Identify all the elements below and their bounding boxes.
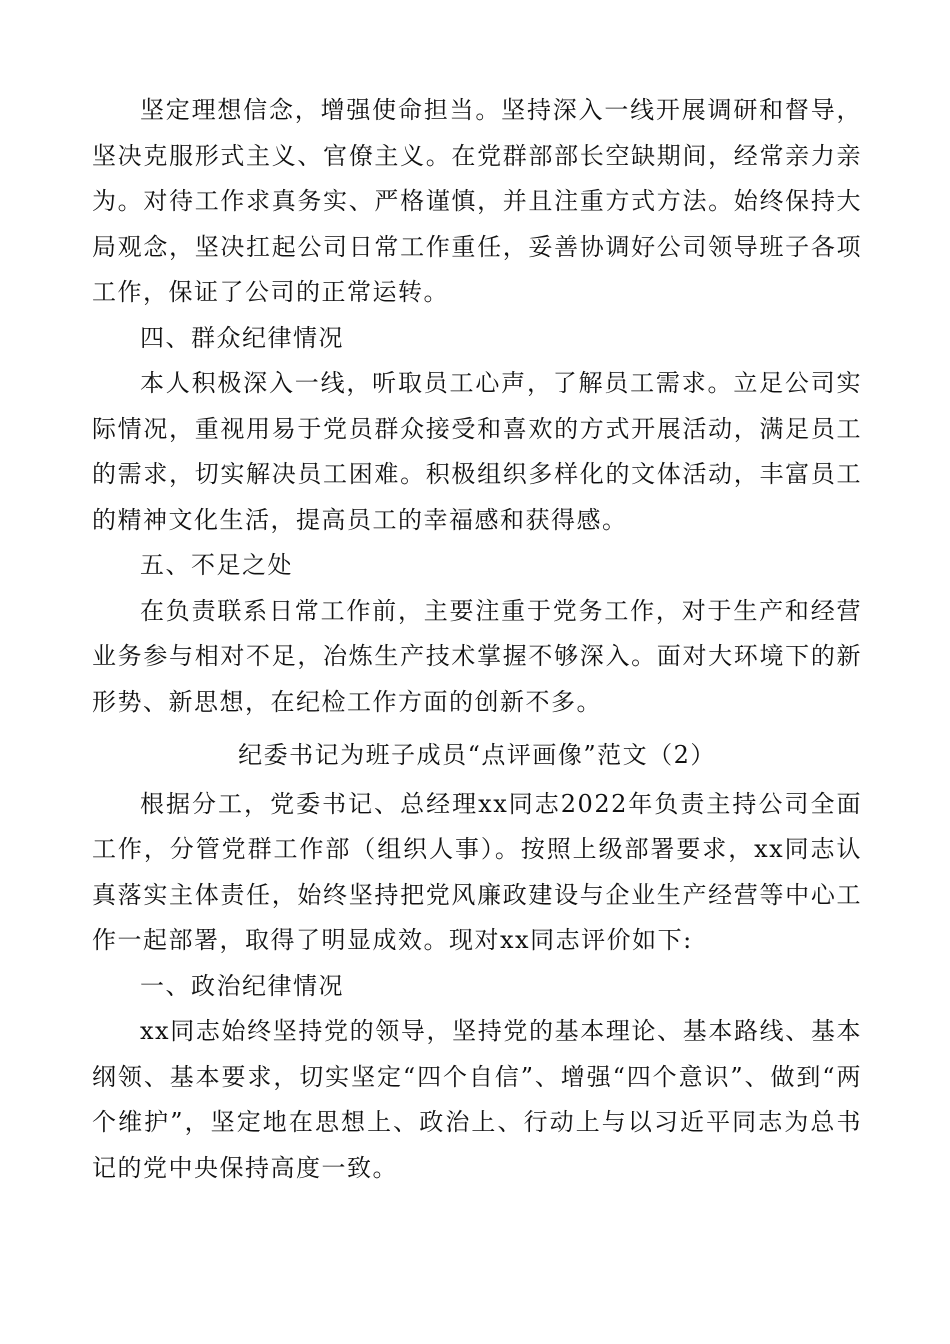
heading-political-discipline: 一、政治纪律情况 (140, 971, 344, 1000)
heading-shortcomings: 五、不足之处 (140, 551, 293, 579)
section-title: 纪委书记为班子成员“点评画像”范文（2） (238, 741, 716, 769)
paragraph-mass-discipline: 本人积极深入一线，听取员工心声，了解员工需求。立足公司实际情况，重视用易于党员群众接受和喜欢的方式开展活动，满足员工的需求，切实解决员工困难。积极组织多样化的文体活动，丰富员工的精神文化生活，提高员工的幸福感和获得感。 (92, 369, 862, 534)
paragraph-shortcomings: 在负责联系日常工作前，主要注重于党务工作，对于生产和经营业务参与相对不足，冶炼生产技术掌握不够深入。面对大环境下的新形势、新思想，在纪检工作方面的创新不多。 (92, 596, 862, 716)
heading-mass-discipline: 四、群众纪律情况 (140, 323, 344, 352)
paragraph-ideals: 坚定理想信念，增强使命担当。坚持深入一线开展调研和督导，坚决克服形式主义、官僚主义。在党群部部长空缺期间，经常亲力亲为。对待工作求真务实、严格谨慎，并且注重方式方法。始终保持大局观念，坚决扛起公司日常工作重任，妥善协调好公司领导班子各项工作，保证了公司的正常运转。 (92, 96, 862, 306)
paragraph-political-discipline: xx同志始终坚持党的领导，坚持党的基本理论、基本路线、基本纲领、基本要求，切实坚定“四个自信”、增强“四个意识”、做到“两个维护”，坚定地在思想上、政治上、行动上与以习近平同志为总书记的党中央保持高度一致。 (92, 1017, 862, 1182)
document-page (92, 88, 862, 1191)
paragraph-intro: 根据分工，党委书记、总经理xx同志2022年负责主持公司全面工作，分管党群工作部（组织人事）。按照上级部署要求，xx同志认真落实主体责任，始终坚持把党风廉政建设与企业生产经营等中心工作一起部署，取得了明显成效。现对xx同志评价如下: (92, 789, 862, 954)
